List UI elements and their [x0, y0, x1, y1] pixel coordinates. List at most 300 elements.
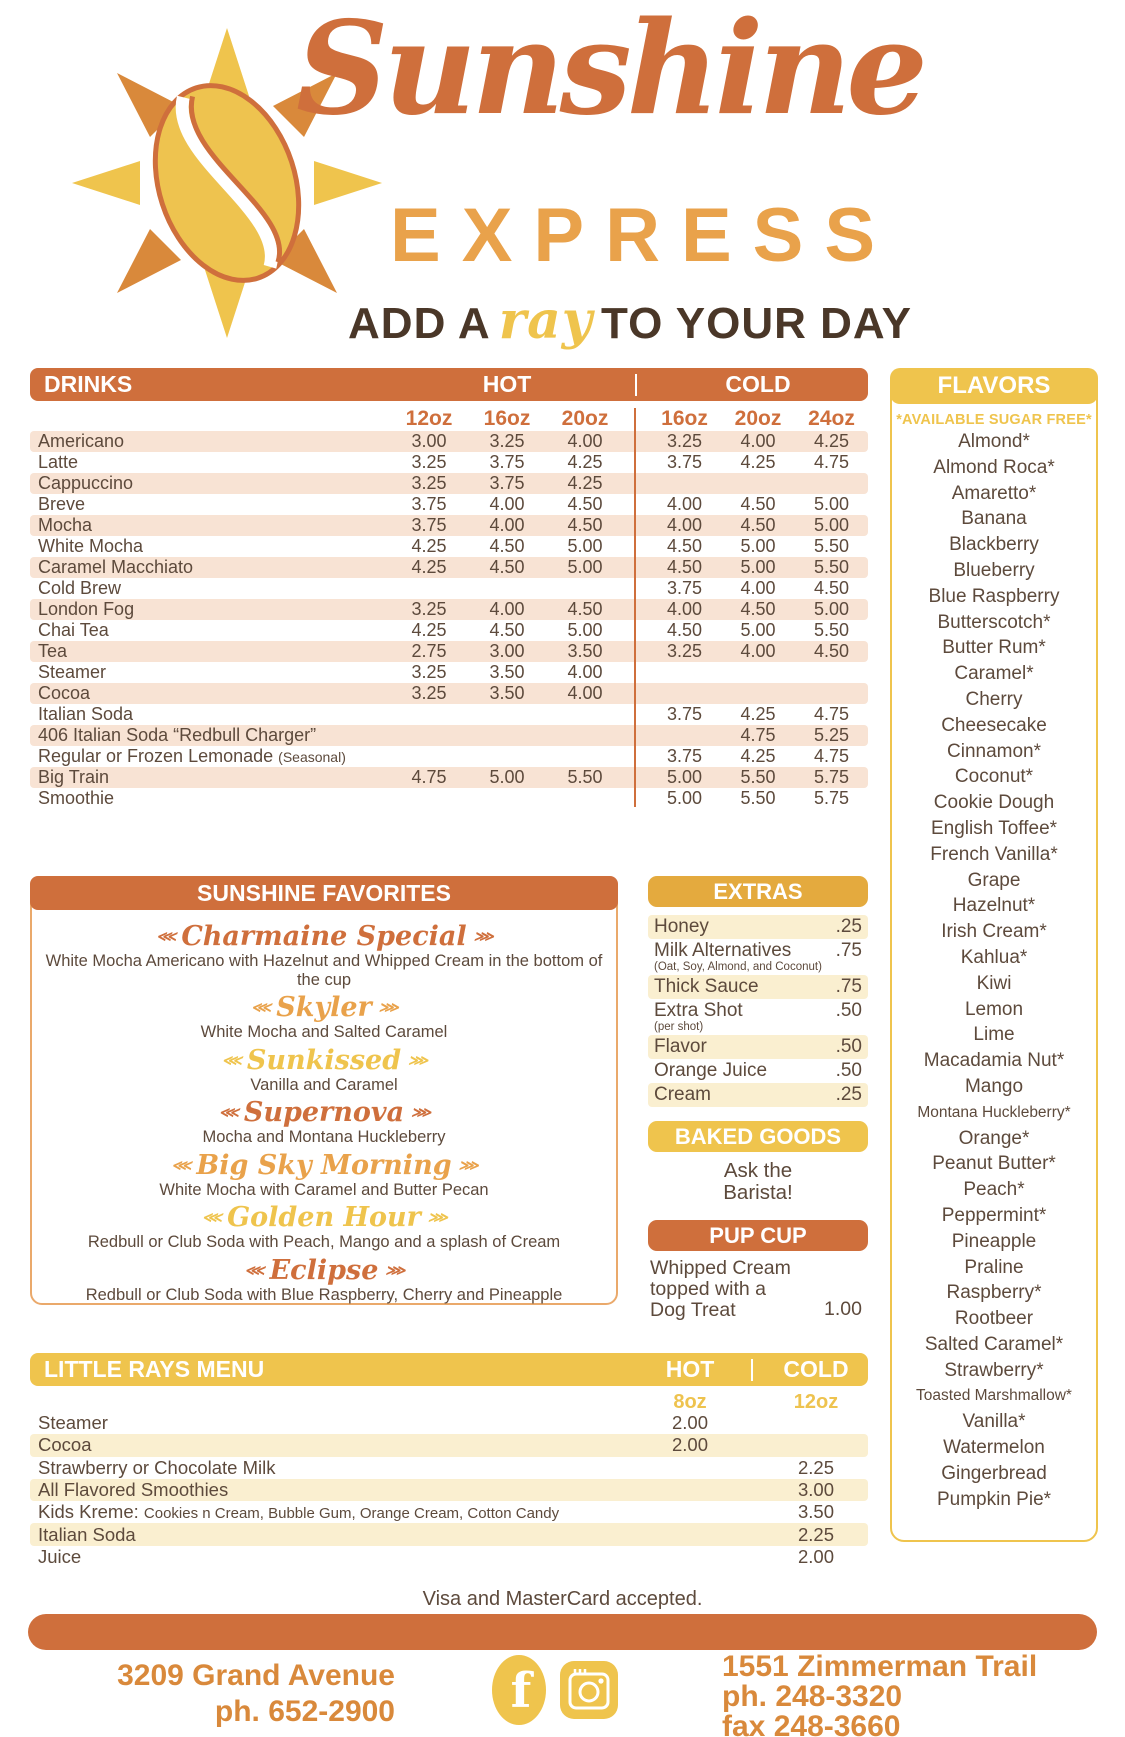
flavor-item: Lemon — [964, 998, 1024, 1020]
drink-price-cold: 4.00 — [740, 641, 776, 661]
social-icons — [492, 1655, 618, 1725]
cold-column-label: COLD — [725, 371, 791, 397]
ray-decor-left-icon: ⋘ — [218, 1105, 237, 1121]
little-rays-row — [30, 1523, 868, 1545]
drinks-row — [30, 452, 868, 473]
favorite-item — [32, 1046, 616, 1095]
flavor-item: Raspberry* — [946, 1282, 1042, 1304]
hot-cold-divider — [635, 374, 637, 396]
drinks-row — [30, 515, 868, 536]
extras-header-bar: EXTRAS — [648, 876, 868, 907]
favorite-item — [32, 1203, 616, 1252]
ray-decor-left-icon: ⋘ — [156, 929, 175, 945]
drink-price-hot: 4.25 — [411, 620, 447, 640]
drink-price-hot: 5.00 — [567, 536, 603, 556]
drinks-row — [30, 620, 868, 641]
little-rays-divider — [751, 1359, 753, 1381]
drink-price-cold: 5.50 — [813, 557, 850, 577]
little-rays-table — [30, 1391, 868, 1568]
little-rays-title: LITTLE RAYS MENU — [44, 1356, 265, 1382]
favorites-section — [30, 876, 618, 1305]
favorites-list — [32, 878, 616, 1304]
little-rays-row — [30, 1479, 868, 1501]
flavor-item: Macadamia Nut* — [923, 1050, 1065, 1072]
drinks-row — [30, 662, 868, 683]
drink-price-cold: 4.50 — [740, 515, 776, 535]
little-rays-item-name: Juice — [38, 1545, 82, 1567]
extra-item — [648, 1059, 868, 1083]
flavor-item: Kiwi — [976, 972, 1012, 994]
drinks-row — [30, 578, 868, 599]
flavor-item: Hazelnut* — [952, 895, 1036, 917]
extra-price: .50 — [835, 1036, 862, 1057]
drink-name: Chai Tea — [38, 620, 109, 640]
drink-price-cold: 4.50 — [666, 620, 703, 640]
flavor-item: Caramel* — [954, 663, 1034, 685]
flavor-item: Rootbeer — [954, 1308, 1034, 1330]
drink-price-hot: 3.75 — [411, 515, 447, 535]
drinks-title: DRINKS — [44, 371, 133, 397]
extra-price: .75 — [835, 940, 862, 961]
drink-name: Cappuccino — [38, 473, 134, 493]
flavor-item: Irish Cream* — [941, 921, 1047, 943]
flavor-item: Butterscotch* — [937, 611, 1051, 633]
drink-price-cold: 3.75 — [666, 704, 703, 724]
ray-decor-left-icon: ⋘ — [171, 1157, 190, 1174]
extra-price: .75 — [835, 976, 862, 997]
little-rays-item-name: Cocoa — [38, 1434, 92, 1456]
favorite-description: Vanilla and Caramel — [250, 1075, 398, 1094]
flavor-item: Blackberry — [949, 534, 1039, 556]
flavors-panel — [890, 368, 1098, 1542]
extra-item — [648, 939, 868, 963]
favorite-name: ⋘ Golden Hour ⋙ — [202, 1202, 446, 1233]
drink-price-hot: 3.50 — [567, 641, 603, 661]
drink-name: Breve — [38, 494, 86, 514]
drinks-row — [30, 557, 868, 578]
extra-price: .50 — [835, 1060, 862, 1081]
flavor-item: Cherry — [965, 688, 1023, 710]
drink-price-cold: 5.75 — [813, 788, 850, 808]
drink-price-cold: 5.00 — [740, 620, 776, 640]
favorite-name: ⋘ Skyler ⋙ — [251, 992, 397, 1023]
svg-text:f: f — [510, 1663, 532, 1719]
flavor-item: English Toffee* — [930, 817, 1058, 839]
drink-price-hot: 3.25 — [489, 431, 525, 451]
drink-price-cold: 4.75 — [813, 452, 850, 472]
flavor-item: Blueberry — [953, 559, 1035, 581]
pup-cup-description: Whipped Cream topped with a Dog Treat — [650, 1257, 791, 1321]
little-rays-row — [30, 1434, 868, 1456]
flavor-item: Banana — [961, 508, 1027, 530]
drinks-row — [30, 431, 868, 452]
right-address: 1551 Zimmerman Trail — [722, 1650, 1038, 1683]
ray-decor-right-icon: ⋙ — [411, 1105, 430, 1121]
drinks-row — [30, 473, 868, 494]
cold-size-label: 20oz — [734, 406, 782, 430]
flavor-item: Almond Roca* — [933, 456, 1055, 478]
drink-name: Caramel Macchiato — [38, 557, 194, 577]
favorite-name: ⋘ Charmaine Special ⋙ — [156, 921, 492, 952]
favorite-item — [32, 1098, 616, 1147]
drinks-row — [30, 767, 868, 788]
drink-price-hot: 4.00 — [489, 599, 525, 619]
little-rays-row — [30, 1457, 868, 1479]
favorite-description: Redbull or Club Soda with Peach, Mango and a splash of Cream — [87, 1233, 561, 1251]
drink-name: London Fog — [38, 599, 135, 619]
little-rays-price-cold: 2.25 — [797, 1456, 834, 1478]
drink-price-hot: 5.00 — [489, 767, 525, 787]
flavor-item: Peppermint* — [941, 1204, 1047, 1226]
flavors-list — [892, 429, 1096, 1512]
extra-item — [648, 999, 868, 1023]
tagline — [320, 290, 940, 351]
drink-price-hot: 4.00 — [567, 662, 603, 682]
flavor-item: Orange* — [958, 1127, 1030, 1149]
ray-decor-right-icon: ⋙ — [385, 1262, 404, 1279]
little-rays-item-name: All Flavored Smoothies — [38, 1479, 229, 1501]
flavor-item: Lime — [973, 1024, 1015, 1046]
drink-price-hot: 4.50 — [489, 557, 525, 577]
drink-price-hot: 5.50 — [567, 767, 603, 787]
drink-price-cold: 5.50 — [740, 767, 776, 787]
flavor-item: Peach* — [963, 1179, 1025, 1201]
drink-price-cold: 3.75 — [666, 746, 703, 766]
flavor-item: Watermelon — [943, 1437, 1045, 1459]
drink-price-hot: 4.50 — [489, 620, 525, 640]
drink-price-cold: 5.00 — [740, 536, 776, 556]
extra-name: Milk Alternatives — [654, 940, 792, 961]
little-rays-price-cold: 2.25 — [797, 1523, 834, 1545]
drink-price-cold: 4.50 — [666, 557, 703, 577]
drink-price-cold: 4.25 — [740, 704, 776, 724]
extra-name: Orange Juice — [654, 1060, 768, 1081]
drinks-size-row — [30, 406, 868, 431]
little-rays-row — [30, 1501, 868, 1523]
extra-item — [648, 1083, 868, 1107]
drink-name: Americano — [38, 431, 125, 451]
extra-price: .25 — [835, 916, 862, 937]
ray-decor-right-icon: ⋙ — [408, 1052, 427, 1069]
ray-decor-right-icon: ⋙ — [458, 1157, 477, 1174]
little-rays-cold-label: COLD — [783, 1356, 849, 1382]
drink-price-cold: 4.00 — [740, 578, 776, 598]
favorite-item — [32, 1151, 616, 1200]
drink-price-hot: 4.25 — [411, 536, 447, 556]
drink-price-cold: 4.75 — [813, 746, 850, 766]
extra-price: .25 — [835, 1084, 862, 1105]
flavor-item: Amaretto* — [951, 482, 1037, 504]
drink-price-hot: 4.50 — [567, 494, 603, 514]
drink-name: Italian Soda — [38, 704, 134, 724]
favorite-description: White Mocha Americano with Hazelnut and Whipped Cream in the bottom of the cup — [45, 952, 603, 989]
drink-price-hot: 3.25 — [411, 599, 447, 619]
flavor-item: Peanut Butter* — [932, 1153, 1056, 1175]
little-rays-header-bar — [30, 1353, 868, 1386]
ray-decor-left-icon: ⋘ — [221, 1052, 240, 1069]
little-rays-row — [30, 1412, 868, 1434]
right-phone: ph. 248-3320 — [722, 1680, 903, 1713]
drink-price-hot: 4.00 — [567, 683, 603, 703]
drink-price-cold: 4.50 — [666, 536, 703, 556]
drink-price-cold: 3.25 — [666, 641, 703, 661]
drink-price-hot: 4.50 — [567, 599, 603, 619]
little-rays-item-name: Strawberry or Chocolate Milk — [38, 1456, 276, 1478]
drinks-header-bar — [30, 368, 868, 401]
drink-price-cold: 4.50 — [813, 641, 850, 661]
drink-price-hot: 3.00 — [411, 431, 447, 451]
flavor-item: Salted Caramel* — [924, 1333, 1064, 1355]
little-rays-hot-label: HOT — [665, 1356, 715, 1382]
extra-name: Flavor — [654, 1036, 707, 1057]
drink-price-cold: 4.00 — [666, 494, 703, 514]
little-rays-size-row — [30, 1391, 868, 1412]
extra-note: (per shot) — [654, 1021, 704, 1033]
drink-price-hot: 4.25 — [567, 473, 603, 493]
flavor-item: Pumpkin Pie* — [936, 1488, 1052, 1510]
drink-price-cold: 5.00 — [813, 494, 850, 514]
extra-note: (Oat, Soy, Almond, and Coconut) — [654, 961, 822, 973]
payment-note: Visa and MasterCard accepted. — [422, 1588, 703, 1610]
little-rays-price-cold: 3.00 — [797, 1479, 834, 1501]
little-rays-price-cold: 3.50 — [797, 1501, 834, 1523]
extras-column — [648, 876, 868, 1321]
drink-price-hot: 3.25 — [411, 473, 447, 493]
drink-name: Regular or Frozen Lemonade (Seasonal) — [38, 746, 346, 766]
drink-note: (Seasonal) — [278, 749, 346, 765]
pup-cup-price: 1.00 — [824, 1298, 862, 1320]
extra-name: Cream — [654, 1084, 712, 1105]
favorite-description: White Mocha with Caramel and Butter Pecan — [159, 1180, 489, 1199]
extra-name: Extra Shot — [654, 1000, 743, 1021]
left-phone: ph. 652-2900 — [214, 1695, 395, 1728]
tagline-pre: ADD A — [348, 299, 491, 348]
drink-price-cold: 4.25 — [740, 452, 776, 472]
drink-price-hot: 4.00 — [489, 515, 525, 535]
drink-price-hot: 3.50 — [489, 683, 525, 703]
flavor-item: Cheesecake — [941, 714, 1047, 736]
extras-list — [648, 915, 868, 1107]
drink-price-cold: 5.25 — [813, 725, 850, 745]
favorite-item — [32, 922, 616, 989]
favorite-name: ⋘ Supernova ⋙ — [218, 1097, 430, 1128]
flavor-item: Blue Raspberry — [928, 585, 1060, 607]
favorites-header-bar: SUNSHINE FAVORITES — [30, 876, 618, 910]
drink-price-hot: 3.75 — [489, 452, 525, 472]
drinks-row — [30, 599, 868, 620]
hot-column-label: HOT — [482, 371, 532, 397]
drinks-row — [30, 704, 868, 725]
facebook-icon[interactable] — [492, 1655, 546, 1725]
little-rays-price-hot: 2.00 — [671, 1434, 708, 1456]
extra-item — [648, 915, 868, 939]
drink-price-hot: 4.50 — [489, 536, 525, 556]
cold-size-label: 16oz — [661, 406, 708, 430]
cold-size-label: 24oz — [808, 406, 855, 430]
drink-name: Cold Brew — [38, 578, 122, 598]
flavor-item: French Vanilla* — [930, 843, 1058, 865]
little-rays-price-cold: 2.00 — [797, 1545, 834, 1567]
extra-item — [648, 1035, 868, 1059]
flavor-item: Praline — [964, 1256, 1024, 1278]
drink-price-hot: 3.25 — [411, 683, 447, 703]
drink-price-hot: 2.75 — [411, 641, 447, 661]
flavor-item: Toasted Marshmallow* — [916, 1387, 1072, 1405]
flavor-item: Grape — [967, 869, 1021, 891]
ray-decor-right-icon: ⋙ — [378, 1000, 397, 1016]
drink-price-cold: 5.50 — [740, 788, 776, 808]
drink-price-cold: 4.50 — [740, 494, 776, 514]
flavor-item: Almond* — [958, 431, 1030, 452]
drinks-table — [30, 406, 868, 809]
flavor-item: Strawberry* — [944, 1359, 1044, 1381]
flavor-item: Butter Rum* — [942, 637, 1046, 659]
drink-name: Smoothie — [38, 788, 115, 808]
favorite-item — [32, 993, 616, 1042]
location-left — [60, 1658, 395, 1730]
flavor-item: Vanilla* — [962, 1411, 1026, 1433]
flavor-item: Coconut* — [954, 766, 1034, 788]
little-rays-item-note: Cookies n Cream, Bubble Gum, Orange Cream, Cotton Candy — [143, 1505, 560, 1523]
brand-name: Sunshine — [296, 0, 923, 144]
drinks-section — [30, 368, 868, 809]
little-rays-item-name: Kids Kreme: Cookies n Cream, Bubble Gum, Orange Cream, Cotton Candy — [38, 1501, 560, 1523]
drink-price-hot: 5.00 — [567, 620, 603, 640]
drink-price-cold: 4.75 — [740, 725, 776, 745]
drink-price-hot: 5.00 — [567, 557, 603, 577]
pup-cup-header-bar: PUP CUP — [648, 1220, 868, 1251]
drink-price-hot: 4.25 — [567, 452, 603, 472]
extra-price: .50 — [835, 1000, 862, 1021]
drink-name: 406 Italian Soda “Redbull Charger” — [38, 725, 317, 745]
drink-name: Steamer — [38, 662, 107, 682]
drink-name: Tea — [38, 641, 68, 661]
brand-subtitle: EXPRESS — [390, 193, 897, 278]
favorite-description: Redbull or Club Soda with Blue Raspberry, Cherry and Pineapple — [85, 1285, 563, 1304]
drink-price-hot: 4.25 — [411, 557, 447, 577]
little-rays-hot-size: 8oz — [673, 1391, 707, 1413]
drink-price-cold: 5.50 — [813, 536, 850, 556]
favorite-description: Mocha and Montana Huckleberry — [202, 1128, 446, 1146]
flavor-item: Kahlua* — [960, 946, 1028, 968]
little-rays-price-hot: 2.00 — [671, 1412, 708, 1434]
sugar-free-note: *AVAILABLE SUGAR FREE* — [896, 412, 1092, 428]
drink-price-hot: 3.25 — [411, 452, 447, 472]
drink-price-cold: 4.00 — [666, 599, 703, 619]
drink-price-cold: 5.00 — [813, 515, 850, 535]
flavor-item: Pineapple — [951, 1230, 1037, 1252]
drink-name: Mocha — [38, 515, 93, 535]
drink-price-cold: 5.00 — [813, 599, 850, 619]
right-fax: fax 248-3660 — [722, 1710, 901, 1737]
location-right — [722, 1652, 1037, 1737]
drinks-row — [30, 788, 868, 809]
pup-cup-item — [648, 1258, 868, 1321]
favorite-name: ⋘ Eclipse ⋙ — [244, 1254, 404, 1286]
drink-price-cold: 5.00 — [666, 767, 703, 787]
drink-price-hot: 3.75 — [411, 494, 447, 514]
drinks-row — [30, 683, 868, 704]
hot-size-label: 12oz — [405, 406, 453, 430]
drink-price-cold: 4.00 — [666, 515, 703, 535]
drink-price-hot: 3.25 — [411, 662, 447, 682]
favorite-name: ⋘ Sunkissed ⋙ — [221, 1044, 427, 1076]
drinks-row — [30, 641, 868, 662]
drinks-row — [30, 725, 868, 746]
favorite-item — [32, 1256, 616, 1305]
drink-price-cold: 5.50 — [813, 620, 850, 640]
flavors-header-bar: FLAVORS — [890, 368, 1098, 404]
flavor-item: Mango — [964, 1075, 1024, 1097]
drink-price-cold: 3.75 — [666, 578, 703, 598]
logo — [0, 0, 1125, 362]
little-rays-cold-size: 12oz — [793, 1391, 839, 1413]
drink-price-hot: 3.75 — [489, 473, 525, 493]
drink-name: Cocoa — [38, 683, 91, 703]
hot-size-label: 20oz — [561, 406, 609, 430]
drink-price-hot: 4.75 — [411, 767, 447, 787]
flavor-item: Gingerbread — [941, 1462, 1047, 1484]
left-address: 3209 Grand Avenue — [117, 1659, 395, 1692]
drink-price-cold: 5.00 — [740, 557, 776, 577]
drinks-row — [30, 494, 868, 515]
ray-decor-right-icon: ⋙ — [427, 1210, 446, 1226]
drink-price-hot: 4.00 — [567, 431, 603, 451]
drink-price-hot: 3.00 — [489, 641, 525, 661]
tagline-post: TO YOUR DAY — [601, 299, 912, 348]
little-rays-section — [30, 1353, 868, 1568]
drink-price-cold: 4.25 — [740, 746, 776, 766]
ray-decor-left-icon: ⋘ — [244, 1262, 263, 1279]
flavor-item: Cinnamon* — [947, 740, 1041, 762]
ray-decor-right-icon: ⋙ — [473, 929, 492, 945]
drink-price-cold: 4.25 — [813, 431, 850, 451]
drink-price-hot: 3.50 — [489, 662, 525, 682]
baked-goods-text: Ask the Barista! — [723, 1159, 793, 1204]
drink-price-cold: 3.25 — [666, 431, 703, 451]
baked-goods-header-bar: BAKED GOODS — [648, 1121, 868, 1152]
hot-size-label: 16oz — [483, 406, 531, 430]
extra-item — [648, 975, 868, 999]
extra-name: Thick Sauce — [654, 976, 759, 997]
drinks-row — [30, 536, 868, 557]
drinks-row — [30, 746, 868, 767]
instagram-icon[interactable] — [560, 1661, 618, 1719]
ray-decor-left-icon: ⋘ — [202, 1210, 221, 1226]
drink-price-cold: 3.75 — [666, 452, 703, 472]
tagline-ray-word: ray — [498, 290, 594, 351]
drink-name: Latte — [38, 452, 79, 472]
favorite-description: White Mocha and Salted Caramel — [200, 1023, 448, 1041]
drink-price-cold: 5.75 — [813, 767, 850, 787]
little-rays-item-name: Steamer — [38, 1412, 108, 1434]
drink-name: White Mocha — [38, 536, 144, 556]
flavor-item: Cookie Dough — [933, 792, 1055, 814]
drink-price-cold: 5.00 — [666, 788, 703, 808]
little-rays-item-name: Italian Soda — [38, 1523, 136, 1545]
ray-decor-left-icon: ⋘ — [251, 1000, 270, 1016]
extra-name: Honey — [654, 916, 709, 937]
favorite-name: ⋘ Big Sky Morning ⋙ — [171, 1149, 477, 1181]
drink-name: Big Train — [38, 767, 110, 787]
drink-price-cold: 4.00 — [740, 431, 776, 451]
drink-price-hot: 4.50 — [567, 515, 603, 535]
drink-price-cold: 4.50 — [813, 578, 850, 598]
little-rays-row — [30, 1546, 868, 1568]
drink-price-cold: 4.75 — [813, 704, 850, 724]
drink-price-hot: 4.00 — [489, 494, 525, 514]
flavor-item: Montana Huckleberry* — [917, 1103, 1071, 1121]
